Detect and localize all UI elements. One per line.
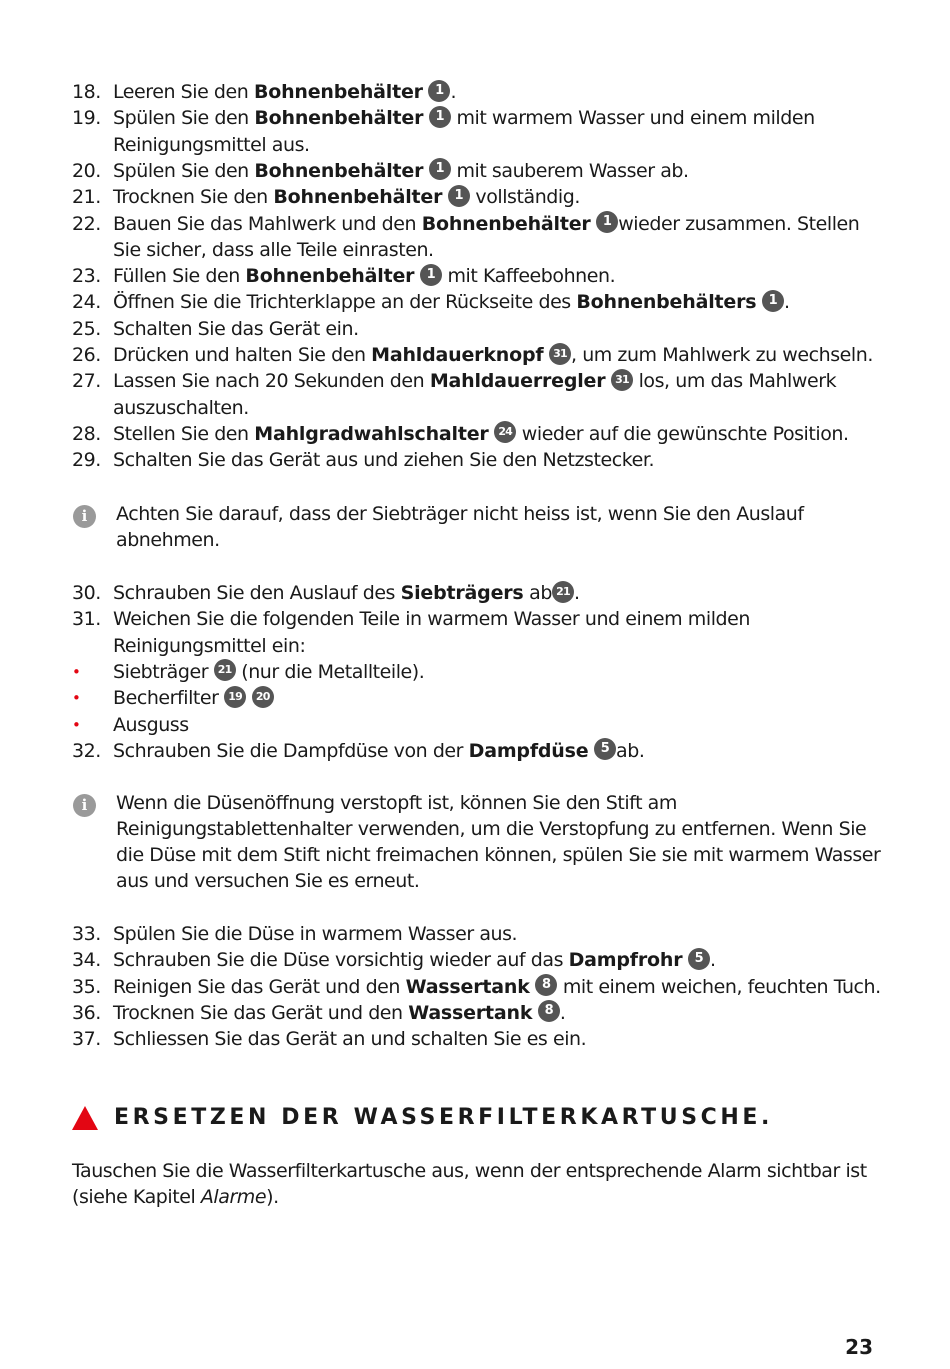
step-line xyxy=(0,1026,950,1052)
step-number: 19. xyxy=(72,107,101,130)
step-number: 21. xyxy=(72,186,101,209)
section-paragraph-line: Tauschen Sie die Wasserfilterkartusche aus, wenn der entsprechende Alarm sichtbar ist xyxy=(72,1160,867,1182)
step-text: Schliessen Sie das Gerät an und schalten Sie es ein. xyxy=(113,1028,587,1051)
bullet-item-line xyxy=(0,685,950,711)
part-name: Bohnenbehälter xyxy=(421,212,591,235)
part-reference-badge: 1 xyxy=(429,158,451,180)
part-name: Wassertank xyxy=(408,1001,533,1024)
step-text: Reinigungsmittel aus. xyxy=(113,133,310,156)
note-line: Reinigungstablettenhalter verwenden, um die Verstopfung zu entfernen. Wenn Sie xyxy=(116,818,867,840)
step-number: 32. xyxy=(72,739,101,762)
part-reference-badge: 21 xyxy=(552,581,574,603)
step-text: Leeren Sie den Bohnenbehälter 1 . xyxy=(113,81,457,103)
step-number: 31. xyxy=(72,608,101,631)
part-reference-badge: 31 xyxy=(549,343,571,365)
step-number: 24. xyxy=(72,291,101,314)
step-line xyxy=(0,421,950,447)
part-reference-badge: 8 xyxy=(538,1000,560,1022)
part-reference-badge: 1 xyxy=(428,80,450,102)
step-line xyxy=(0,606,950,632)
step-number: 29. xyxy=(72,449,101,472)
part-reference-badge: 1 xyxy=(596,211,618,233)
step-line xyxy=(0,184,950,210)
part-name: Bohnenbehälter xyxy=(245,265,415,288)
part-name: Siebträgers xyxy=(400,582,524,604)
step-line xyxy=(0,158,950,184)
part-name: Bohnenbehälter xyxy=(254,159,424,182)
note-line: die Düse mit dem Stift nicht freimachen können, spülen Sie sie mit warmem Wasser xyxy=(116,844,881,866)
note-line: abnehmen. xyxy=(116,529,220,551)
step-text: Becherfilter 19 20 xyxy=(113,685,274,711)
step-text: Spülen Sie den Bohnenbehälter 1 mit warmem Wasser und einem milden xyxy=(113,107,815,130)
section-paragraph-line xyxy=(72,1184,279,1210)
note-line: Achten Sie darauf, dass der Siebträger nicht heiss ist, wenn Sie den Auslauf xyxy=(116,503,804,525)
step-text: Bauen Sie das Mahlwerk und den Bohnenbehälter 1 wieder zusammen. Stellen xyxy=(113,212,860,235)
step-line xyxy=(0,921,950,947)
part-name: Mahldauerregler xyxy=(429,370,606,393)
part-reference-badge: 21 xyxy=(214,659,236,681)
step-line xyxy=(0,105,950,131)
step-text: Reinigungsmittel ein: xyxy=(113,634,306,657)
part-name: Dampfrohr xyxy=(568,949,683,972)
part-name: Bohnenbehälter xyxy=(253,81,423,103)
para-text: (siehe Kapitel xyxy=(72,1186,201,1208)
step-number: 26. xyxy=(72,344,101,366)
part-name: Bohnenbehälter xyxy=(254,107,424,130)
part-reference-badge: 1 xyxy=(429,106,451,128)
step-text: Sie sicher, dass alle Teile einrasten. xyxy=(113,238,434,261)
step-text: Trocknen Sie das Gerät und den Wassertank 8 . xyxy=(113,1001,566,1024)
note-line: aus und versuchen Sie es erneut. xyxy=(116,870,420,892)
step-line xyxy=(0,447,950,473)
step-line xyxy=(0,1000,950,1026)
step-line xyxy=(0,580,950,606)
part-name: Mahldauerknopf xyxy=(371,344,544,366)
step-number: 27. xyxy=(72,370,101,393)
step-text: Schrauben Sie den Auslauf des Siebträgers ab 21 . xyxy=(113,582,580,604)
step-line xyxy=(0,368,950,394)
step-number: 20. xyxy=(72,159,101,182)
page-number: 23 xyxy=(845,1335,873,1359)
step-number: 33. xyxy=(72,923,101,945)
step-text: Siebträger 21 (nur die Metallteile). xyxy=(113,660,425,683)
step-text: Trocknen Sie den Bohnenbehälter 1 vollständig. xyxy=(113,186,580,209)
step-line xyxy=(0,132,950,158)
section-heading: ERSETZEN DER WASSERFILTERKARTUSCHE. xyxy=(114,1105,774,1130)
step-text: Reinigen Sie das Gerät und den Wassertank 8 mit einem weichen, feuchten Tuch. xyxy=(113,975,881,998)
bullet-marker: • xyxy=(72,715,81,734)
part-reference-badge: 5 xyxy=(594,738,616,760)
step-line xyxy=(0,395,950,421)
step-text: Füllen Sie den Bohnenbehälter 1 mit Kaffeebohnen. xyxy=(113,265,616,288)
step-number: 35. xyxy=(72,975,101,998)
step-number: 23. xyxy=(72,265,101,288)
part-name: Dampfdüse xyxy=(468,739,589,762)
info-icon: i xyxy=(73,794,96,817)
bullet-marker: • xyxy=(72,662,81,681)
part-name: Mahlgradwahlschalter xyxy=(254,422,489,445)
step-number: 22. xyxy=(72,212,101,235)
step-text: Schrauben Sie die Düse vorsichtig wieder auf das Dampfrohr 5 . xyxy=(113,949,716,972)
step-line xyxy=(0,263,950,289)
bullet-item-line xyxy=(0,712,950,738)
step-number: 37. xyxy=(72,1028,101,1051)
part-reference-badge: 5 xyxy=(688,948,710,970)
step-text: Öffnen Sie die Trichterklappe an der Rückseite des Bohnenbehälters 1 . xyxy=(113,291,790,314)
note-line: Wenn die Düsenöffnung verstopft ist, können Sie den Stift am xyxy=(116,792,677,814)
para-text: ). xyxy=(266,1186,279,1208)
section-heading-row xyxy=(72,1103,872,1133)
step-text: Lassen Sie nach 20 Sekunden den Mahldauerregler 31 los, um das Mahlwerk xyxy=(113,370,837,393)
step-text: auszuschalten. xyxy=(113,396,249,419)
step-text: Schalten Sie das Gerät ein. xyxy=(113,317,359,340)
step-text: Schrauben Sie die Dampfdüse von der Dampfdüse 5 ab. xyxy=(113,739,645,762)
step-text: Weichen Sie die folgenden Teile in warmem Wasser und einem milden xyxy=(113,608,750,631)
step-number: 36. xyxy=(72,1001,101,1024)
part-reference-badge: 19 xyxy=(224,686,246,708)
bullet-item-line xyxy=(0,659,950,685)
bullet-marker: • xyxy=(72,689,81,708)
step-text: Drücken und halten Sie den Mahldauerknopf 31 , um zum Mahlwerk zu wechseln. xyxy=(113,344,873,366)
step-number: 30. xyxy=(72,582,101,604)
part-name: Bohnenbehälters xyxy=(576,291,757,314)
step-number: 25. xyxy=(72,317,101,340)
step-line xyxy=(0,79,950,105)
chapter-reference: Alarme xyxy=(200,1186,267,1208)
step-text: Spülen Sie den Bohnenbehälter 1 mit sauberem Wasser ab. xyxy=(113,159,689,182)
part-reference-badge: 8 xyxy=(535,974,557,996)
part-reference-badge: 1 xyxy=(420,264,442,286)
info-icon: i xyxy=(73,505,96,528)
step-number: 28. xyxy=(72,422,101,445)
part-reference-badge: 20 xyxy=(252,686,274,708)
step-line xyxy=(0,237,950,263)
step-line xyxy=(0,738,950,764)
part-name: Bohnenbehälter xyxy=(273,186,443,209)
step-line xyxy=(0,633,950,659)
step-line xyxy=(0,211,950,237)
step-line xyxy=(0,342,950,368)
step-text: Ausguss xyxy=(113,713,189,736)
step-line xyxy=(0,289,950,315)
step-line xyxy=(0,974,950,1000)
step-line xyxy=(0,947,950,973)
warning-triangle-icon xyxy=(72,1106,98,1130)
step-text: Stellen Sie den Mahlgradwahlschalter 24 wieder auf die gewünschte Position. xyxy=(113,422,849,445)
part-reference-badge: 31 xyxy=(611,369,633,391)
step-text: Spülen Sie die Düse in warmem Wasser aus. xyxy=(113,923,518,945)
step-number: 34. xyxy=(72,949,101,972)
part-reference-badge: 1 xyxy=(762,290,784,312)
part-reference-badge: 1 xyxy=(448,185,470,207)
step-text: Schalten Sie das Gerät aus und ziehen Sie den Netzstecker. xyxy=(113,449,655,472)
step-line xyxy=(0,316,950,342)
part-name: Wassertank xyxy=(405,975,530,998)
step-number: 18. xyxy=(72,81,101,103)
part-reference-badge: 24 xyxy=(494,421,516,443)
